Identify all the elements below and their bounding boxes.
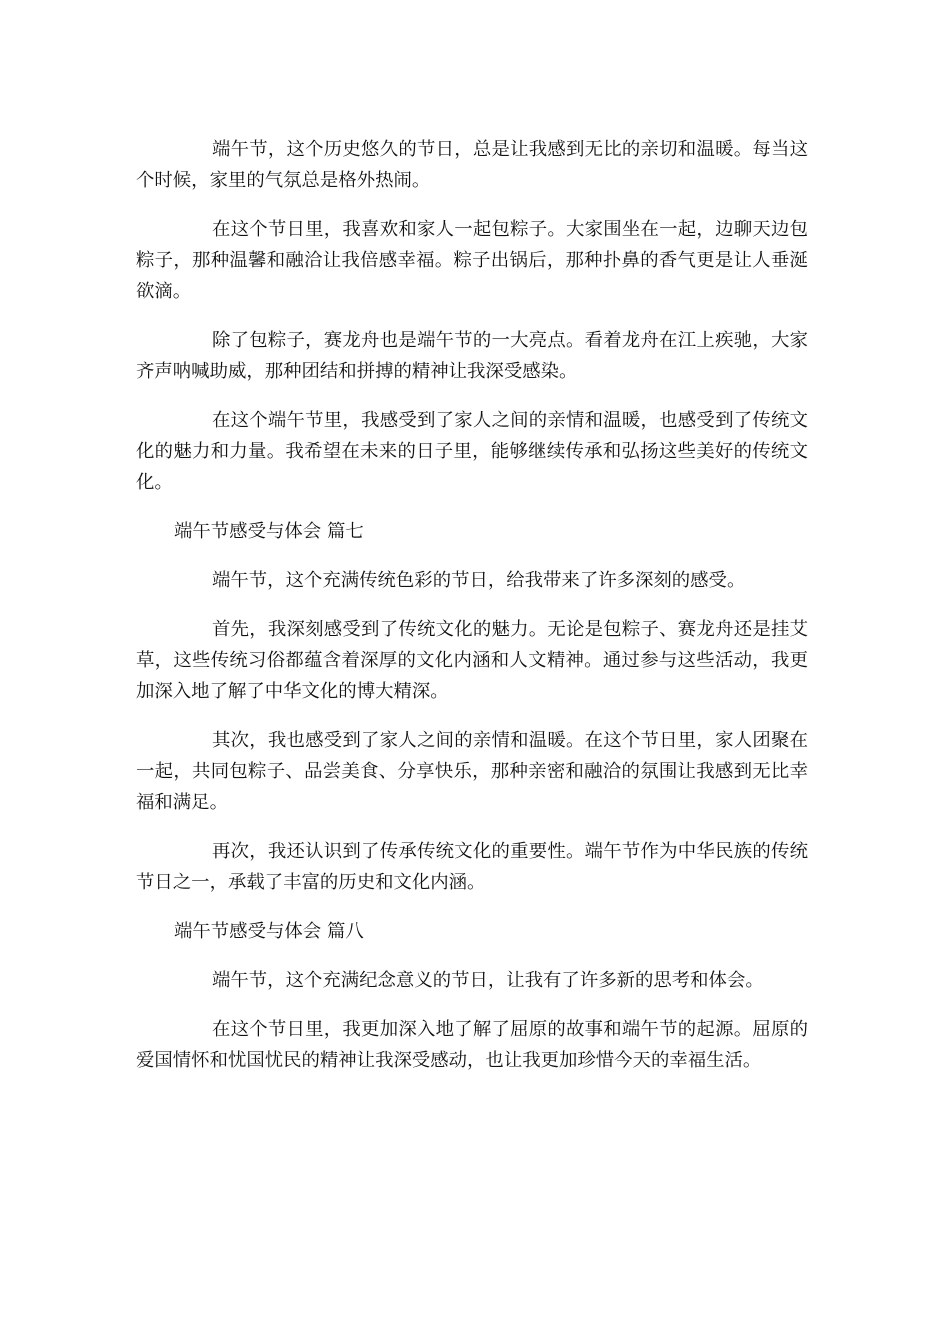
paragraph: 在这个端午节里，我感受到了家人之间的亲情和温暖，也感受到了传统文化的魅力和力量。我希望在未来的日子里，能够继续传承和弘扬这些美好的传统文化。 bbox=[136, 410, 808, 493]
paragraph: 在这个节日里，我喜欢和家人一起包粽子。大家围坐在一起，边聊天边包粽子，那种温馨和融洽让我倍感幸福。粽子出锅后，那种扑鼻的香气更是让人垂涎欲滴。 bbox=[136, 219, 808, 302]
paragraph: 首先，我深刻感受到了传统文化的魅力。无论是包粽子、赛龙舟还是挂艾草，这些传统习俗都蕴含着深厚的文化内涵和人文精神。通过参与这些活动，我更加深入地了解了中华文化的博大精深。 bbox=[136, 619, 808, 702]
paragraph: 端午节，这个历史悠久的节日，总是让我感到无比的亲切和温暖。每当这个时候，家里的气氛总是格外热闹。 bbox=[136, 139, 808, 191]
section-heading: 端午节感受与体会 篇八 bbox=[174, 921, 364, 942]
paragraph: 再次，我还认识到了传承传统文化的重要性。端午节作为中华民族的传统节日之一，承载了丰富的历史和文化内涵。 bbox=[136, 841, 808, 893]
paragraph: 端午节，这个充满传统色彩的节日，给我带来了许多深刻的感受。 bbox=[212, 570, 746, 591]
paragraph: 除了包粽子，赛龙舟也是端午节的一大亮点。看着龙舟在江上疾驰，大家齐声呐喊助威，那种团结和拼搏的精神让我深受感染。 bbox=[136, 330, 808, 382]
paragraph: 在这个节日里，我更加深入地了解了屈原的故事和端午节的起源。屈原的爱国情怀和忧国忧民的精神让我深受感动，也让我更加珍惜今天的幸福生活。 bbox=[136, 1019, 808, 1071]
section-heading: 端午节感受与体会 篇七 bbox=[174, 521, 364, 542]
paragraph: 其次，我也感受到了家人之间的亲情和温暖。在这个节日里，家人团聚在一起，共同包粽子、品尝美食、分享快乐，那种亲密和融洽的氛围让我感到无比幸福和满足。 bbox=[136, 730, 808, 813]
paragraph: 端午节，这个充满纪念意义的节日，让我有了许多新的思考和体会。 bbox=[212, 970, 764, 991]
document-body bbox=[136, 134, 808, 1094]
